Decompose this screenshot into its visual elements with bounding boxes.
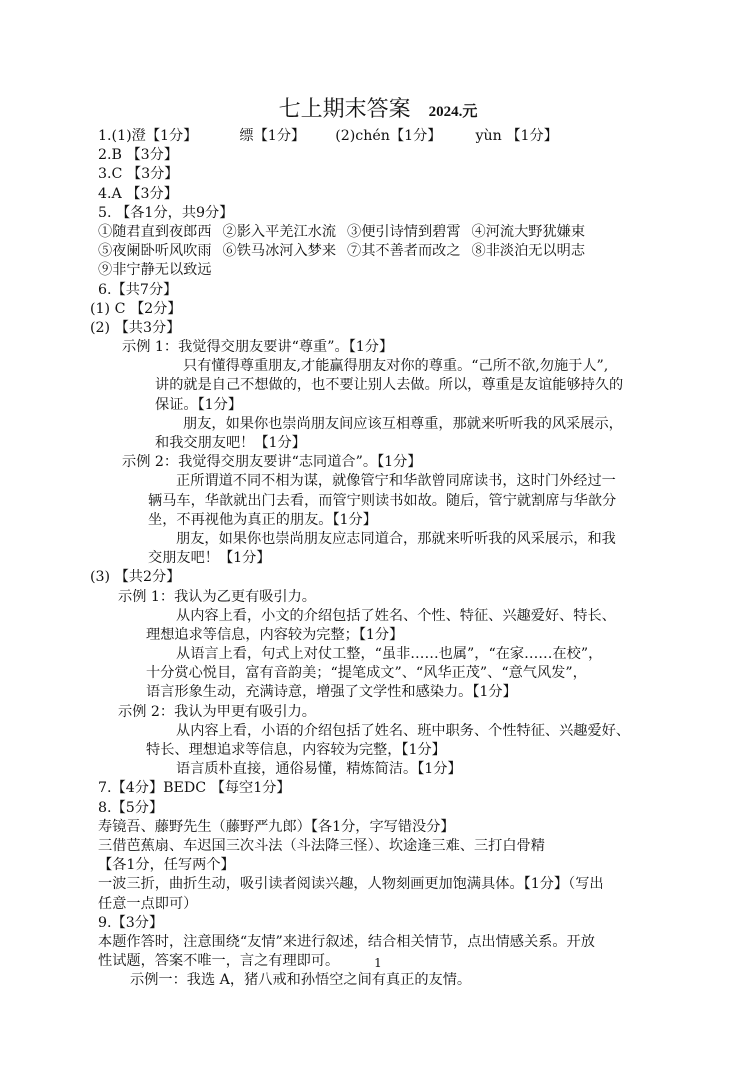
poem-line: ⑨非宁静无以致远 — [98, 262, 212, 279]
poem-line-row — [0, 223, 756, 242]
example-text: 讲的就是自己不想做的，也不要让别人去做。所以，尊重是友谊能够持久的 — [155, 377, 624, 394]
answer-line: 9.【3分】 — [98, 914, 164, 931]
answer-text: 本题作答时，注意围绕“友情”来进行叙述，结合相关情节，点出情感关系。开放 — [98, 933, 595, 950]
example-text: 语言形象生动，充满诗意，增强了文学性和感染力。【1分】 — [146, 684, 517, 701]
answer-line: (1) C 【2分】 — [90, 300, 182, 317]
example-text: 语言质朴直接，通俗易懂，精炼简洁。【1分】 — [176, 761, 462, 778]
title-date: 2024.元 — [428, 104, 478, 120]
example-text: 理想追求等信息，内容较为完整；【1分】 — [146, 626, 404, 643]
example-text: 朋友，如果你也崇尚朋友间应该互相尊重，那就来听听我的风采展示， — [183, 415, 623, 432]
example-text: 朋友，如果你也崇尚朋友应志同道合，那就来听听我的风采展示，和我 — [176, 530, 616, 547]
answer-text: 【各1分，任写两个】 — [98, 857, 235, 874]
poem-line-row — [0, 242, 756, 261]
example-heading: 示例 2：我认为甲更有吸引力。 — [118, 703, 316, 720]
poem-line: ④河流大野犹嫌束 — [471, 223, 586, 240]
answer-line — [0, 127, 756, 146]
example-heading: 示例 1：我认为乙更有吸引力。 — [118, 588, 316, 605]
answer-line: 7.【4分】BEDC 【每空1分】 — [98, 780, 291, 797]
example-text: 保证。【1分】 — [155, 396, 243, 413]
example-text: 只有懂得尊重朋友,才能赢得朋友对你的尊重。“己所不欲,勿施于人”, — [183, 358, 609, 375]
example-heading: 示例 2：我觉得交朋友要讲“志同道合”。【1分】 — [122, 454, 422, 471]
example-text: 从内容上看，小文的介绍包括了姓名、个性、特征、兴趣爱好、特长、 — [176, 607, 616, 624]
answer-line: (3) 【共2分】 — [90, 569, 181, 586]
page-number: 1 — [374, 956, 382, 970]
answer-line: 5. 【各1分，共9分】 — [98, 204, 234, 221]
poem-line: ⑧非淡泊无以明志 — [471, 243, 586, 260]
answer-text: 寿镜吾、藤野先生（藤野严九郎）【各1分，字写错没分】 — [98, 818, 455, 835]
q1-part-a: 1.(1)澄【1分】 — [98, 128, 198, 144]
poem-line: ⑥铁马冰河入梦来 — [222, 243, 337, 260]
answer-line: 8.【5分】 — [98, 799, 164, 816]
example-text: 从内容上看，小语的介绍包括了姓名、班中职务、个性特征、兴趣爱好、 — [176, 722, 631, 739]
q1-part-d: yùn 【1分】 — [475, 128, 558, 144]
example-heading: 示例一：我选 A，猪八戒和孙悟空之间有真正的友情。 — [130, 972, 472, 989]
example-text: 特长、理想追求等信息，内容较为完整，【1分】 — [146, 742, 446, 758]
answer-text: 三借芭蕉扇、车迟国三次斗法（斗法降三怪）、坎途逢三难、三打白骨精 — [98, 837, 545, 854]
answer-line: 2.B 【3分】 — [98, 147, 179, 164]
answer-content — [0, 127, 756, 990]
poem-line: ②影入平羌江水流 — [222, 223, 337, 240]
example-heading: 示例 1：我觉得交朋友要讲“尊重”。【1分】 — [122, 339, 394, 356]
q1-part-b: 缥【1分】 — [239, 128, 306, 144]
example-text: 从语言上看，句式上对仗工整，“虽非……也属”，“在家……在校”， — [176, 646, 603, 663]
answer-line: 6.【共7分】 — [98, 281, 178, 298]
answer-line: 3.C 【3分】 — [98, 166, 179, 183]
example-text: 交朋友吧！【1分】 — [148, 550, 271, 567]
example-text: 辆马车，华歆就出门去看，而管宁则读书如故。随后，管宁就割席与华歆分 — [148, 492, 617, 509]
example-text: 正所谓道不同不相为谋，就像管宁和华歆曾同席读书，这时门外经过一 — [176, 473, 616, 490]
answer-text: 任意一点即可） — [98, 895, 198, 912]
document-title — [0, 96, 756, 126]
example-text: 十分赏心悦目，富有音韵美；“提笔成文”、“风华正茂”、“意气风发”， — [146, 665, 587, 682]
answer-line: 4.A 【3分】 — [98, 185, 178, 202]
poem-line: ③便引诗情到碧霄 — [347, 223, 461, 240]
title-text: 七上期末答案 — [278, 97, 411, 122]
example-text: 和我交朋友吧！【1分】 — [155, 435, 306, 451]
poem-line: ⑦其不善者而改之 — [347, 243, 461, 260]
q1-part-c: (2)chén【1分】 — [335, 128, 442, 144]
answer-text: 性试题，答案不唯一，言之有理即可。 — [98, 953, 340, 970]
example-text: 坐，不再视他为真正的朋友。【1分】 — [148, 511, 377, 528]
answer-line: (2) 【共3分】 — [90, 319, 181, 336]
answer-text: 一波三折，曲折生动，吸引读者阅读兴趣，人物刻画更加饱满具体。【1分】（写出 — [98, 876, 604, 893]
poem-line: ①随君直到夜郎西 — [98, 223, 212, 240]
poem-line: ⑤夜阑卧听风吹雨 — [98, 243, 212, 260]
